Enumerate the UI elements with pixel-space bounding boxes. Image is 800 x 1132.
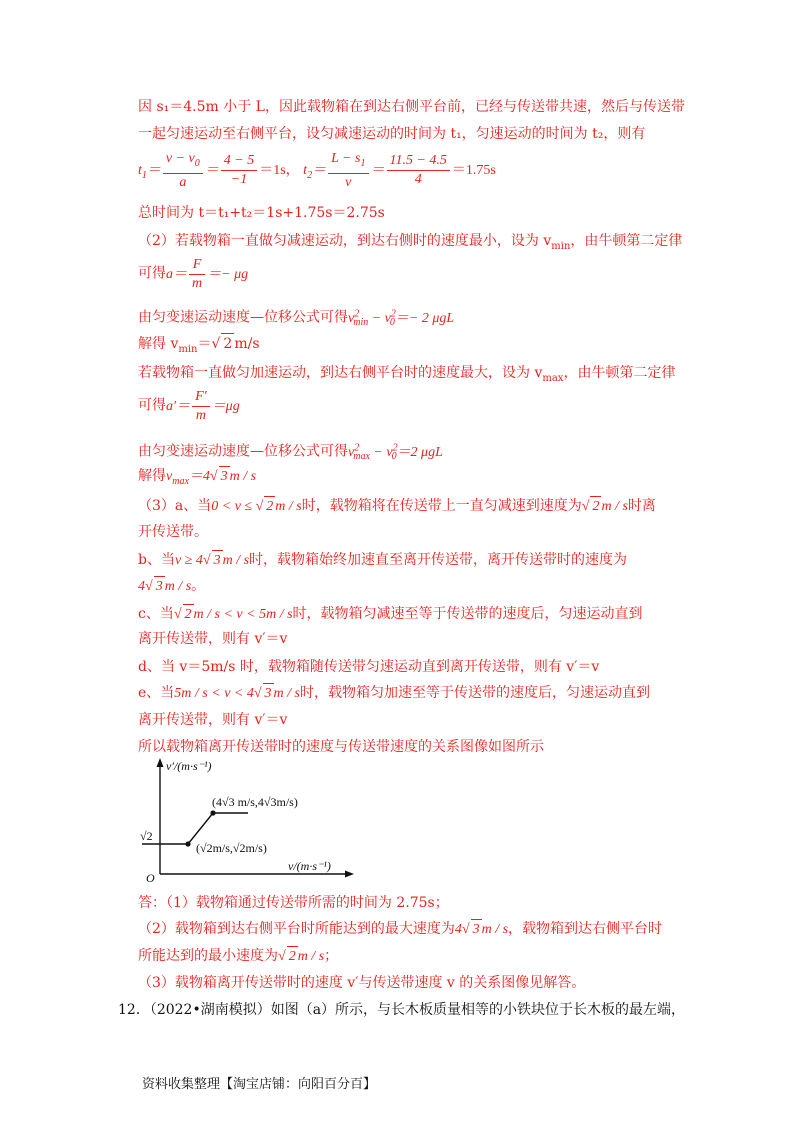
- case-b: b、当v ≥ 4√ 3 m / s时，载物箱始终加速直至离开传送带，离开传送带时的速度为: [138, 550, 627, 571]
- answer-1: 答：（1）载物箱通过传送带所需的时间为 2.75s；: [138, 895, 449, 911]
- part2-text-a: （2）若载物箱一直做匀减速运动，到达右侧时的速度最小，设为 v: [138, 233, 552, 249]
- y-axis-arrow-icon: [157, 758, 164, 767]
- vmax-result-pre: 解得: [138, 468, 166, 484]
- vmin-result: 解得 $v_{min}=√$ 2 m/s: [138, 333, 260, 360]
- case-e-mid: 时，载物箱匀加速至等于传送带的速度后，匀速运动直到: [300, 685, 650, 701]
- solution-line-1: 因 s₁＝4.5m 小于 L，因此载物箱在到达右侧平台前，已经与传送带共速，然后与传送带: [138, 99, 685, 115]
- case-b-mid: 时，载物箱始终加速直至离开传送带，离开传送带时的速度为: [249, 552, 628, 568]
- answer-3: （3）载物箱离开传送带时的速度 v′与传送带速度 v 的关系图像见解答。: [138, 975, 586, 991]
- point-low-label: (√2m/s,√2m/s): [196, 841, 267, 855]
- case-a-pre: （3）a、当: [138, 498, 212, 514]
- case-c: c、当√ 2 m / s < v < 5m / s时，载物箱匀减速至等于传送带的速度后，匀速运动直到: [138, 604, 643, 625]
- case-c-mid: 时，载物箱匀减速至等于传送带的速度后，匀速运动直到: [292, 606, 643, 622]
- total-time: 总时间为 t＝t₁+t₂＝1s+1.75s＝2.75s: [138, 205, 385, 221]
- case-a-mid: 时，载物箱将在传送带上一直匀减速到速度为: [301, 498, 582, 514]
- vmin-kinematics-pre: 由匀变速运动速度—位移公式可得: [138, 309, 348, 326]
- case-a-end: 时离: [627, 498, 656, 514]
- y-tick-sqrt2: √2: [140, 829, 153, 843]
- case-a: （3）a、当0 < v ≤ √ 2 m / s时，载物箱将在传送带上一直匀减速到速度为√ 2 m / s时离: [138, 496, 656, 517]
- question-12: 12．（2022•湖南模拟）如图（a）所示，与长木板质量相等的小铁块位于长木板的最左端，: [118, 1002, 686, 1018]
- part2-text-b: ，由牛顿第二定律: [570, 233, 683, 249]
- rising-segment: [188, 813, 213, 844]
- vmin-kinematics: 由匀变速运动速度—位移公式可得$v^2_{min} - v^2_0=- 2$ μgL: [138, 308, 455, 329]
- answer-2: （2）载物箱到达右侧平台时所能达到的最大速度为4√ 3 m / s，载物箱到达右侧平台时: [138, 919, 662, 940]
- case-d: d、当 v＝5m/s 时，载物箱随传送带匀速运动直到离开传送带，则有 v′＝v: [138, 659, 600, 675]
- part2-line-max: 若载物箱一直做匀加速运动，到达右侧平台时的速度最大，设为 $v_{max}$，由牛顿第二定律: [138, 365, 676, 384]
- answer-2-cont-pre: 所能达到的最小速度为: [138, 948, 278, 964]
- x-axis-label: v/(m·s⁻¹): [288, 859, 331, 873]
- part2-line-1: （2）若载物箱一直做匀减速运动，到达右侧时的速度最小，设为 $v_{min}$，由牛顿第二定律: [138, 233, 683, 252]
- case-e-cont: 离开传送带，则有 v′＝v: [138, 712, 288, 728]
- answer-2-pre: （2）载物箱到达右侧平台时所能达到的最大速度为: [138, 921, 455, 937]
- solution-line-2: 一起匀速运动至右侧平台，设匀减速运动的时间为 t₁，匀速运动的时间为 t₂，则有: [138, 126, 646, 142]
- vmin-result-pre: 解得 v: [138, 336, 179, 352]
- answer-2-cont: 所能达到的最小速度为√ 2 m / s；: [138, 946, 338, 967]
- part2-max-text-a: 若载物箱一直做匀加速运动，到达右侧平台时的速度最大，设为 v: [138, 365, 543, 381]
- case-b-pre: b、当: [138, 552, 175, 568]
- velocity-relation-graph: [138, 752, 378, 882]
- x-axis-arrow-icon: [345, 871, 354, 878]
- footer-source: 资料收集整理【淘宝店铺：向阳百分百】: [142, 1077, 377, 1092]
- case-e: e、当5m / s < v < 4√ 3 m / s时，载物箱匀加速至等于传送带的速度后，匀速运动直到: [138, 683, 650, 704]
- case-e-pre: e、当: [138, 685, 175, 701]
- case-c-cont: 离开传送带，则有 v′＝v: [138, 631, 288, 647]
- point-high: [210, 810, 215, 815]
- vmax-kinematics: 由匀变速运动速度—位移公式可得$v^2_{max} - v^2_0=2$ μgL: [138, 442, 443, 463]
- origin-label: O: [146, 871, 155, 882]
- y-axis-label: v′/(m·s⁻¹): [166, 759, 212, 773]
- graph-intro: 所以载物箱离开传送带时的速度与传送带速度的关系图像如图所示: [138, 739, 544, 755]
- vmax-result: 解得$v_{max}=4√$ 3 m / s: [138, 468, 257, 487]
- answer-2-post: ，载物箱到达右侧平台时: [508, 921, 663, 937]
- point-low: [185, 841, 190, 846]
- case-b-cont: 4√ 3 m / s。: [138, 576, 205, 597]
- vmax-kinematics-pre: 由匀变速运动速度—位移公式可得: [138, 443, 348, 460]
- formula-t1-t2: $t_1=$ $\frac{v - v_0}{a}$ ＝ $\frac{4 - 5}{-1}$ ＝1s， $t_2=$ $\frac{L - s_1}{v}$ ＝ $\frac{11.5 - 4.5}{4}$ ＝1.75s: [138, 151, 496, 190]
- part2-max-text-b: ，由牛顿第二定律: [563, 365, 676, 381]
- point-high-label: (4√3 m/s,4√3m/s): [212, 795, 298, 809]
- acc-formula-max: 可得a′＝ $\frac{F'}{m}$ ＝μg: [138, 389, 240, 423]
- acc-formula-min: 可得a＝ $\frac{F}{m}$ ＝− μg: [138, 257, 249, 291]
- case-a-cont: 开传送带。: [138, 524, 208, 540]
- case-c-pre: c、当: [138, 606, 174, 622]
